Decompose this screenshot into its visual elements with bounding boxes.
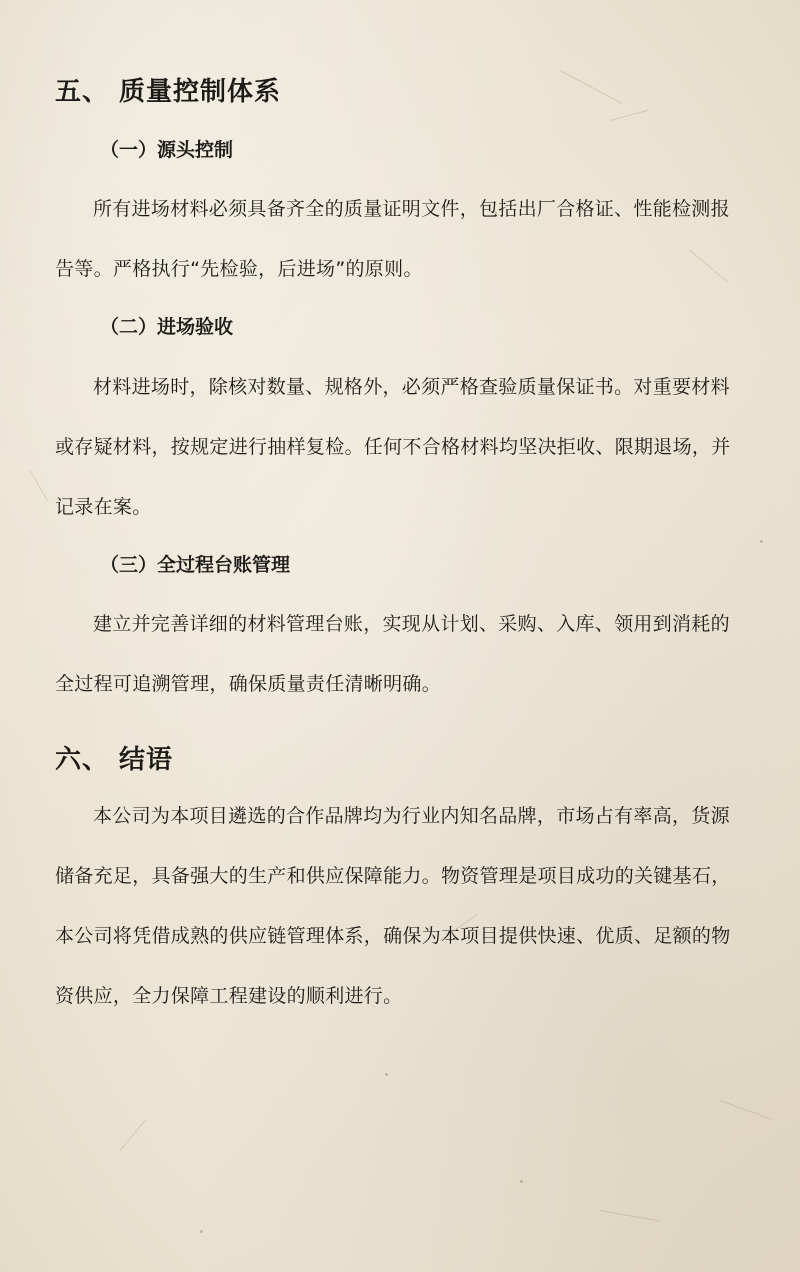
paper-fiber [30, 470, 48, 501]
paper-fiber [610, 110, 649, 121]
subsection-title-ledger: （三）全过程台账管理 [100, 554, 291, 576]
section-heading-quality-control: 五、 质量控制体系 [55, 77, 282, 107]
paragraph-ledger: 建立并完善详细的材料管理台账，实现从计划、采购、入库、领用到消耗的全过程可追溯管理，确保质量责任清晰明确。 [55, 613, 730, 695]
paper-speck [520, 1180, 523, 1183]
paragraph-conclusion: 本公司为本项目遴选的合作品牌均为行业内知名品牌，市场占有率高，货源储备充足，具备强大的生产和供应保障能力。物资管理是项目成功的关键基石，本公司将凭借成熟的供应链管理体系，确保为本项目提供快速、优质、足额的物资供应，全力保障工程建设的顺利进行。 [55, 805, 731, 1007]
paper-fiber [560, 70, 622, 104]
subsection-title-acceptance: （二）进场验收 [100, 316, 234, 338]
paper-speck [760, 540, 763, 543]
section-heading-conclusion: 六、 结语 [55, 745, 174, 775]
paragraph-source-control: 所有进场材料必须具备齐全的质量证明文件，包括出厂合格证、性能检测报告等。严格执行“先检验，后进场”的原则。 [55, 198, 730, 280]
paper-fiber [720, 1100, 772, 1120]
subsection-title-source-control: （一）源头控制 [100, 139, 234, 161]
paper-speck [200, 1230, 203, 1233]
paper-fiber [120, 1120, 146, 1151]
paper-speck [385, 1073, 388, 1076]
paragraph-acceptance: 材料进场时，除核对数量、规格外，必须严格查验质量保证书。对重要材料或存疑材料，按规定进行抽样复检。任何不合格材料均坚决拒收、限期退场，并记录在案。 [55, 376, 731, 518]
paper-fiber [600, 1210, 659, 1221]
